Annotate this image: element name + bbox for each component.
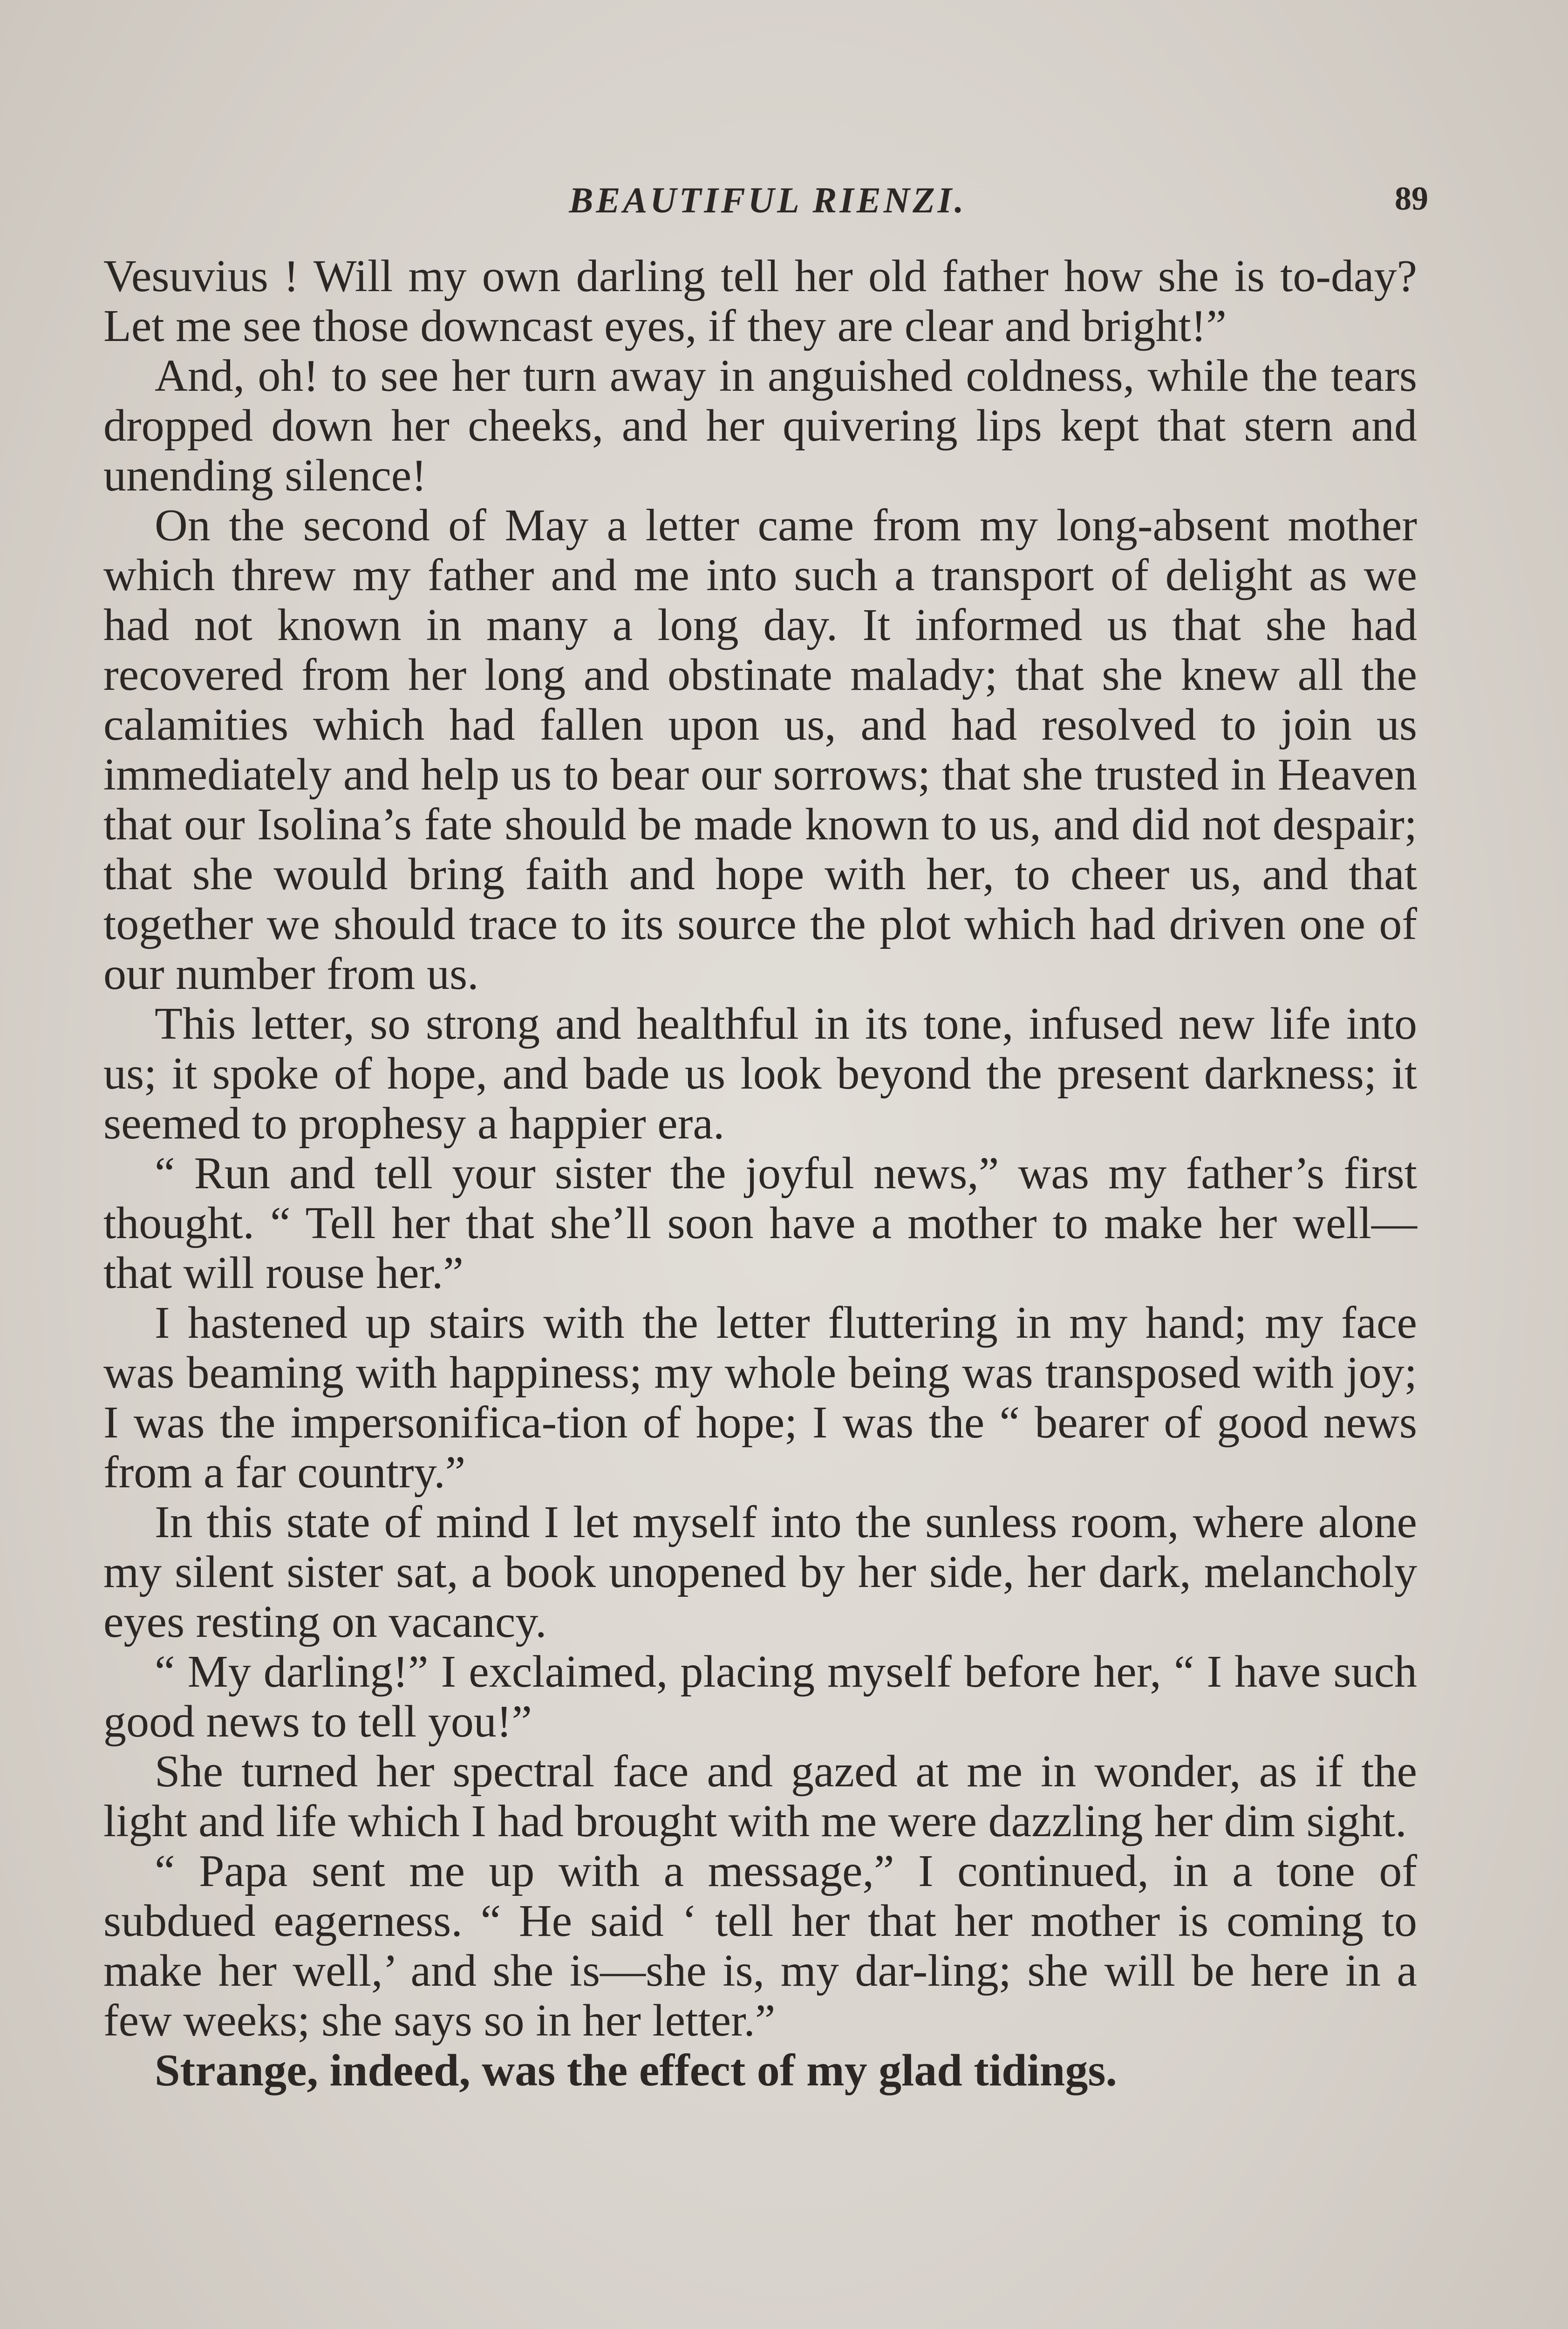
body-text [103, 252, 1417, 2096]
paragraph-11: Strange, indeed, was the effect of my glad tidings. [155, 2045, 1118, 2096]
running-header [107, 179, 1428, 231]
paragraph-2: And, oh! to see her turn away in anguished coldness, while the tears dropped down her cheeks, and her quivering lips kept that stern and unending silence! [103, 351, 1417, 501]
page-number: 89 [1395, 180, 1428, 217]
paragraph-10: “ Papa sent me up with a message,” I continued, in a tone of subdued eagerness. “ He said ‘ tell her that her mother is coming to make her well,’ and she is—she is, my dar-ling; she will be here in a few weeks; she says so in her letter.” [103, 1846, 1417, 2046]
paragraph-3: On the second of May a letter came from my long-absent mother which threw my father and me into such a transport of delight as we had not known in many a long day. It informed us that she had recovered from her long and obstinate malady; that she knew all the calamities which had fallen upon us, and had resolved to join us immediately and help us to bear our sorrows; that she trusted in Heaven that our Isolina’s fate should be made known to us, and did not despair; that she would bring faith and hope with her, to cheer us, and that together we should trace to its source the plot which had driven one of our number from us. [103, 500, 1417, 999]
paragraph-1: Vesuvius ! Will my own darling tell her old father how she is to-day? Let me see those downcast eyes, if they are clear and bright!” [103, 251, 1417, 351]
paragraph-8: “ My darling!” I exclaimed, placing myself before her, “ I have such good news to tell you!” [103, 1647, 1417, 1747]
paragraph-7: In this state of mind I let myself into the sunless room, where alone my silent sister sat, a book unopened by her side, her dark, melancholy eyes resting on vacancy. [103, 1497, 1417, 1647]
paragraph-4: This letter, so strong and healthful in its tone, infused new life into us; it spoke of hope, and bade us look beyond the present darkness; it seemed to prophesy a happier era. [103, 999, 1417, 1149]
paragraph-5: “ Run and tell your sister the joyful news,” was my father’s first thought. “ Tell her that she’ll soon have a mother to make her well—that will rouse her.” [103, 1148, 1417, 1298]
paragraph-6: I hastened up stairs with the letter fluttering in my hand; my face was beaming with happiness; my whole being was transposed with joy; I was the impersonifica-tion of hope; I was the “ bearer of good news from a far country.” [103, 1298, 1417, 1498]
paragraph-9: She turned her spectral face and gazed at me in wonder, as if the light and life which I had brought with me were dazzling her dim sight. [103, 1746, 1417, 1846]
running-title: BEAUTIFUL RIENZI. [569, 180, 967, 220]
